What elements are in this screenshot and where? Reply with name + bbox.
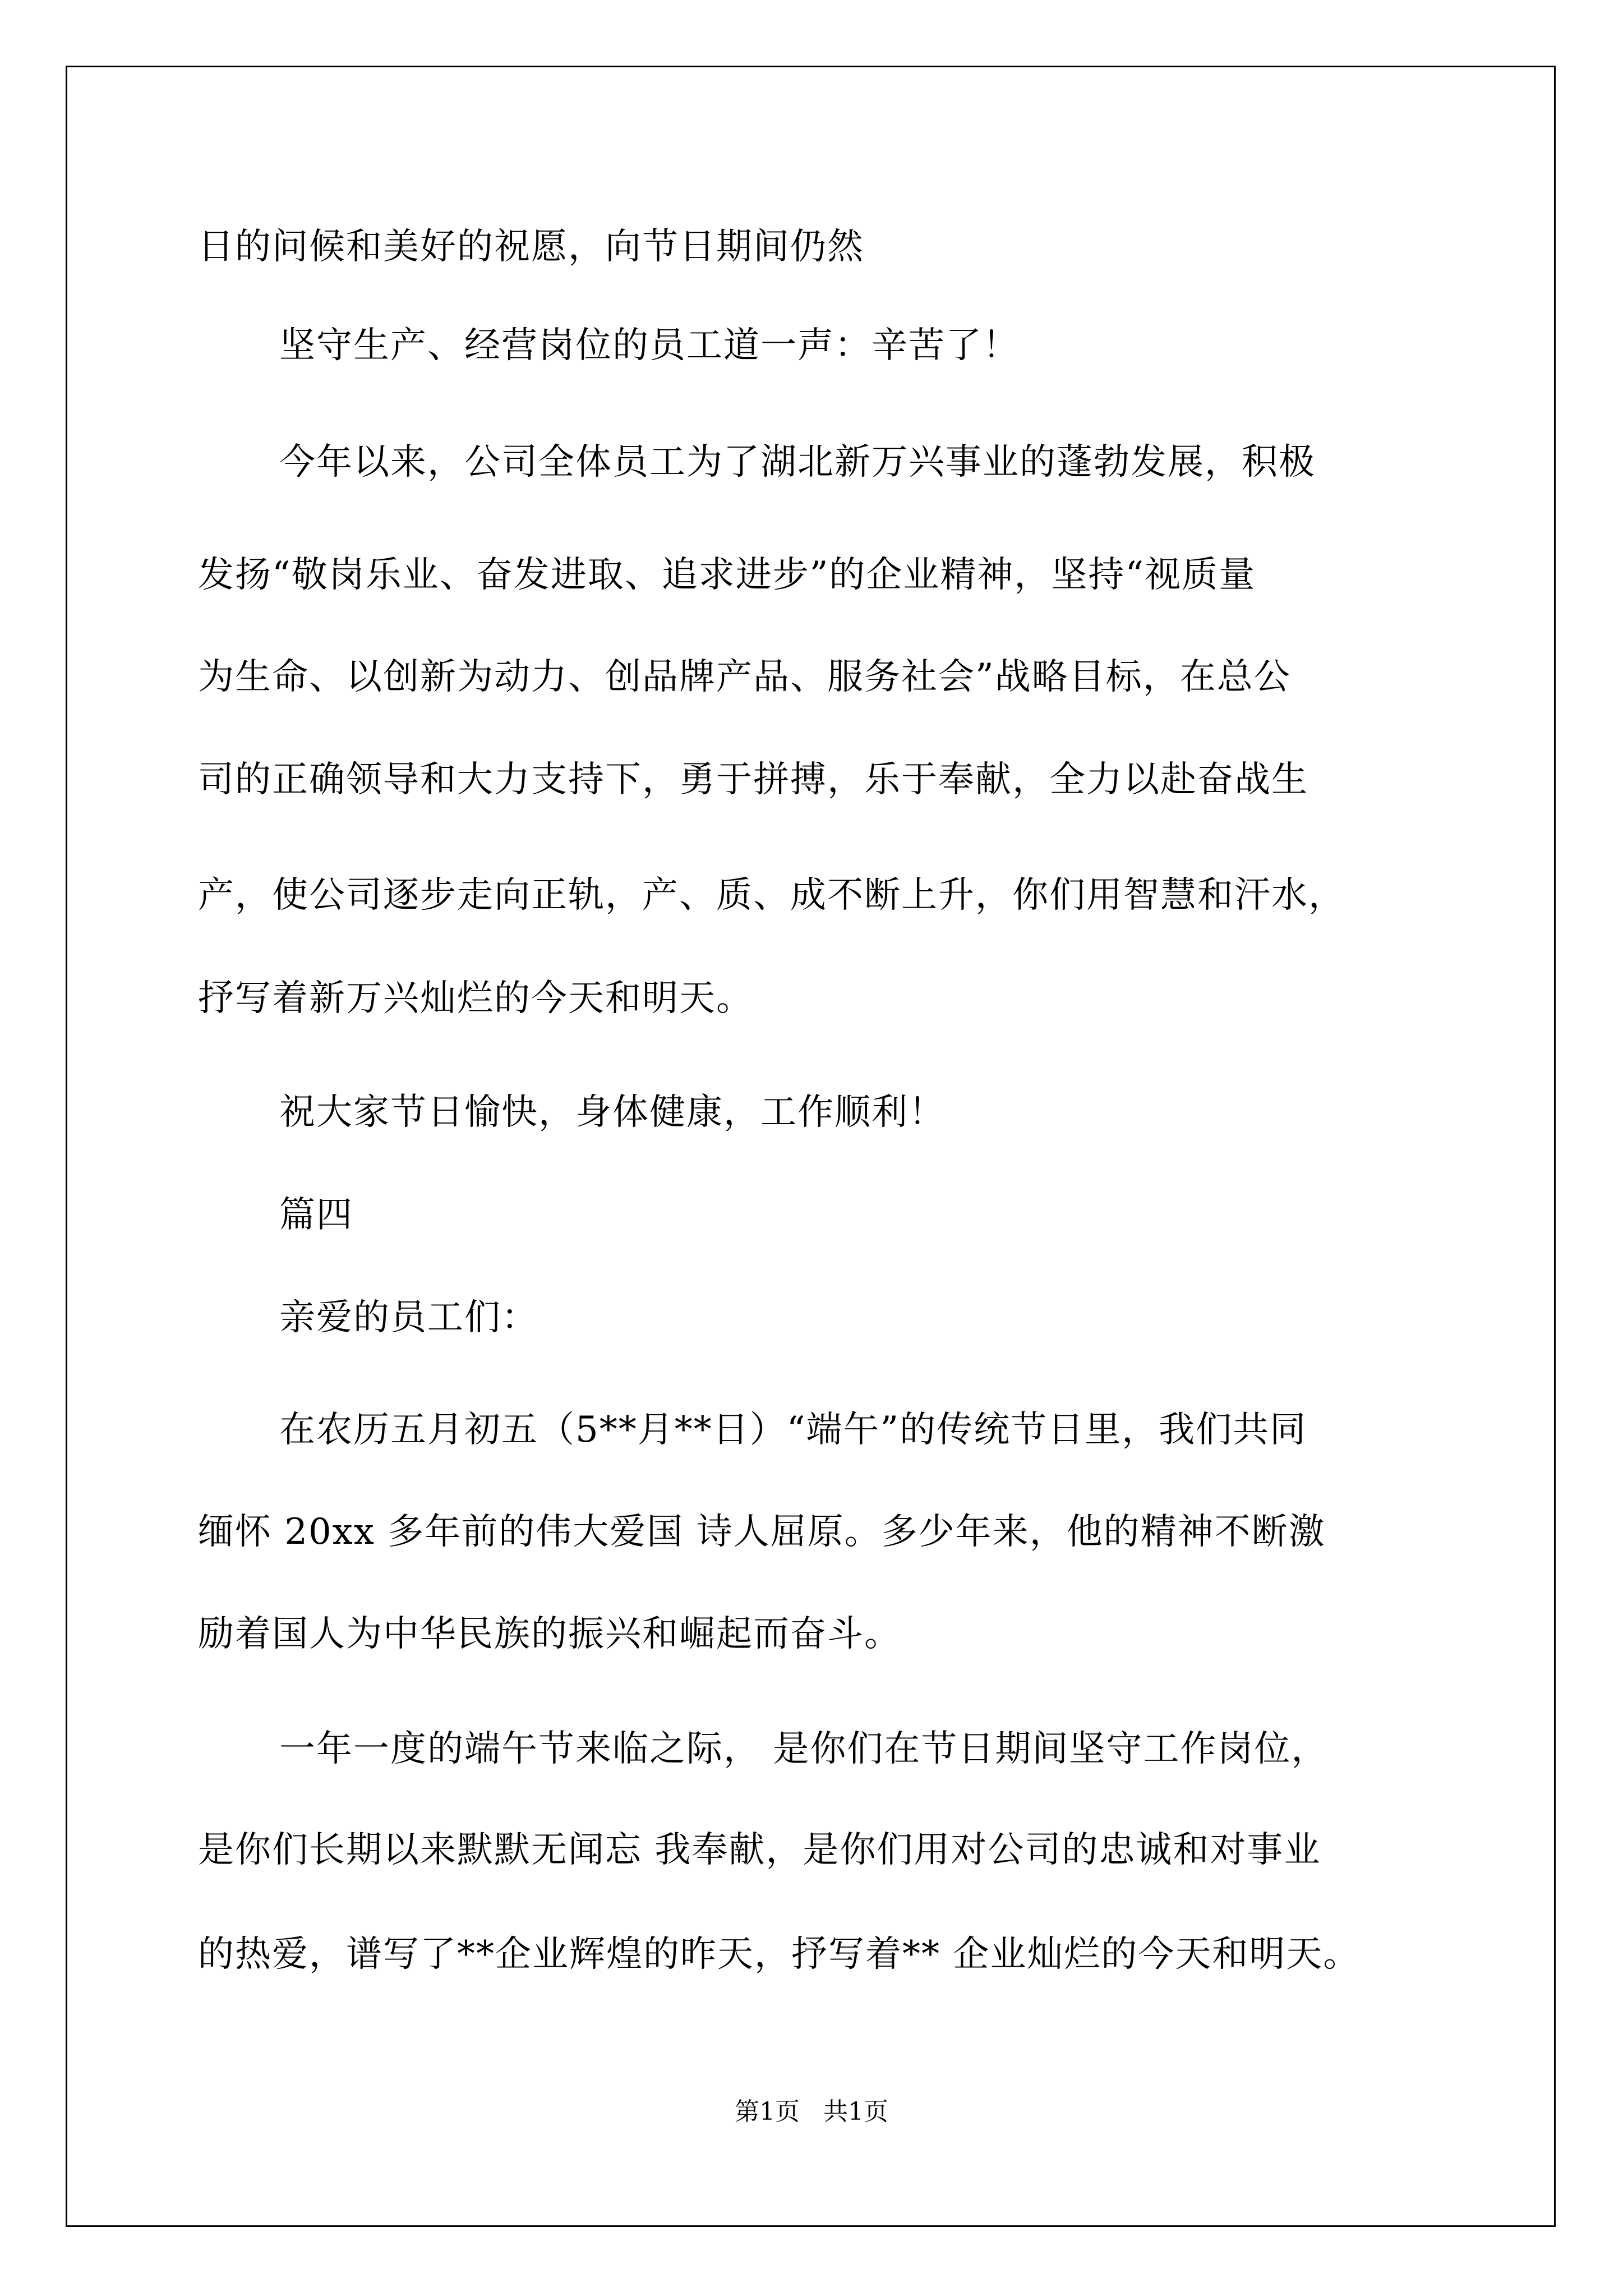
body-text-line: 的热爱，谱写了**企业辉煌的昨天，抒写着** 企业灿烂的今天和明天。 bbox=[198, 1934, 1361, 1975]
salutation: 亲爱的员工们： bbox=[279, 1297, 538, 1338]
body-text-line: 产，使公司逐步走向正轨，产、质、成不断上升，你们用智慧和汗水， bbox=[198, 875, 1345, 916]
body-text-line: 发扬“敬岗乐业、奋发进取、追求进步”的企业精神，坚持“视质量 bbox=[198, 554, 1256, 596]
body-text-line: 祝大家节日愉快，身体健康，工作顺利！ bbox=[279, 1092, 946, 1133]
body-text-line: 今年以来，公司全体员工为了湖北新万兴事业的蓬勃发展，积极 bbox=[279, 441, 1316, 483]
body-text-line: 坚守生产、经营岗位的员工道一声：辛苦了！ bbox=[279, 325, 1020, 366]
page-footer: 第1页 共1页 bbox=[735, 2097, 888, 2126]
body-text-line: 在农历五月初五（5**月**日）“端午”的传统节日里，我们共同 bbox=[279, 1409, 1307, 1451]
body-text-line: 是你们长期以来默默无闻忘 我奉献，是你们用对公司的忠诚和对事业 bbox=[198, 1829, 1321, 1871]
section-heading: 篇四 bbox=[279, 1194, 353, 1236]
body-text-line: 为生命、以创新为动力、创品牌产品、服务社会”战略目标，在总公 bbox=[198, 656, 1291, 698]
body-text-line: 缅怀 20xx 多年前的伟大爱国 诗人屈原。多少年来，他的精神不断激 bbox=[198, 1511, 1326, 1553]
body-text-line: 励着国人为中华民族的振兴和崛起而奋斗。 bbox=[198, 1613, 901, 1655]
body-text-line: 一年一度的端午节来临之际， 是你们在节日期间坚守工作岗位， bbox=[279, 1728, 1329, 1770]
page-border bbox=[66, 66, 1556, 2227]
body-text-line: 抒写着新万兴灿烂的今天和明天。 bbox=[198, 978, 753, 1019]
body-text-line: 日的问候和美好的祝愿，向节日期间仍然 bbox=[198, 226, 864, 268]
body-text-line: 司的正确领导和大力支持下，勇于拼搏，乐于奉献，全力以赴奋战生 bbox=[198, 759, 1308, 800]
